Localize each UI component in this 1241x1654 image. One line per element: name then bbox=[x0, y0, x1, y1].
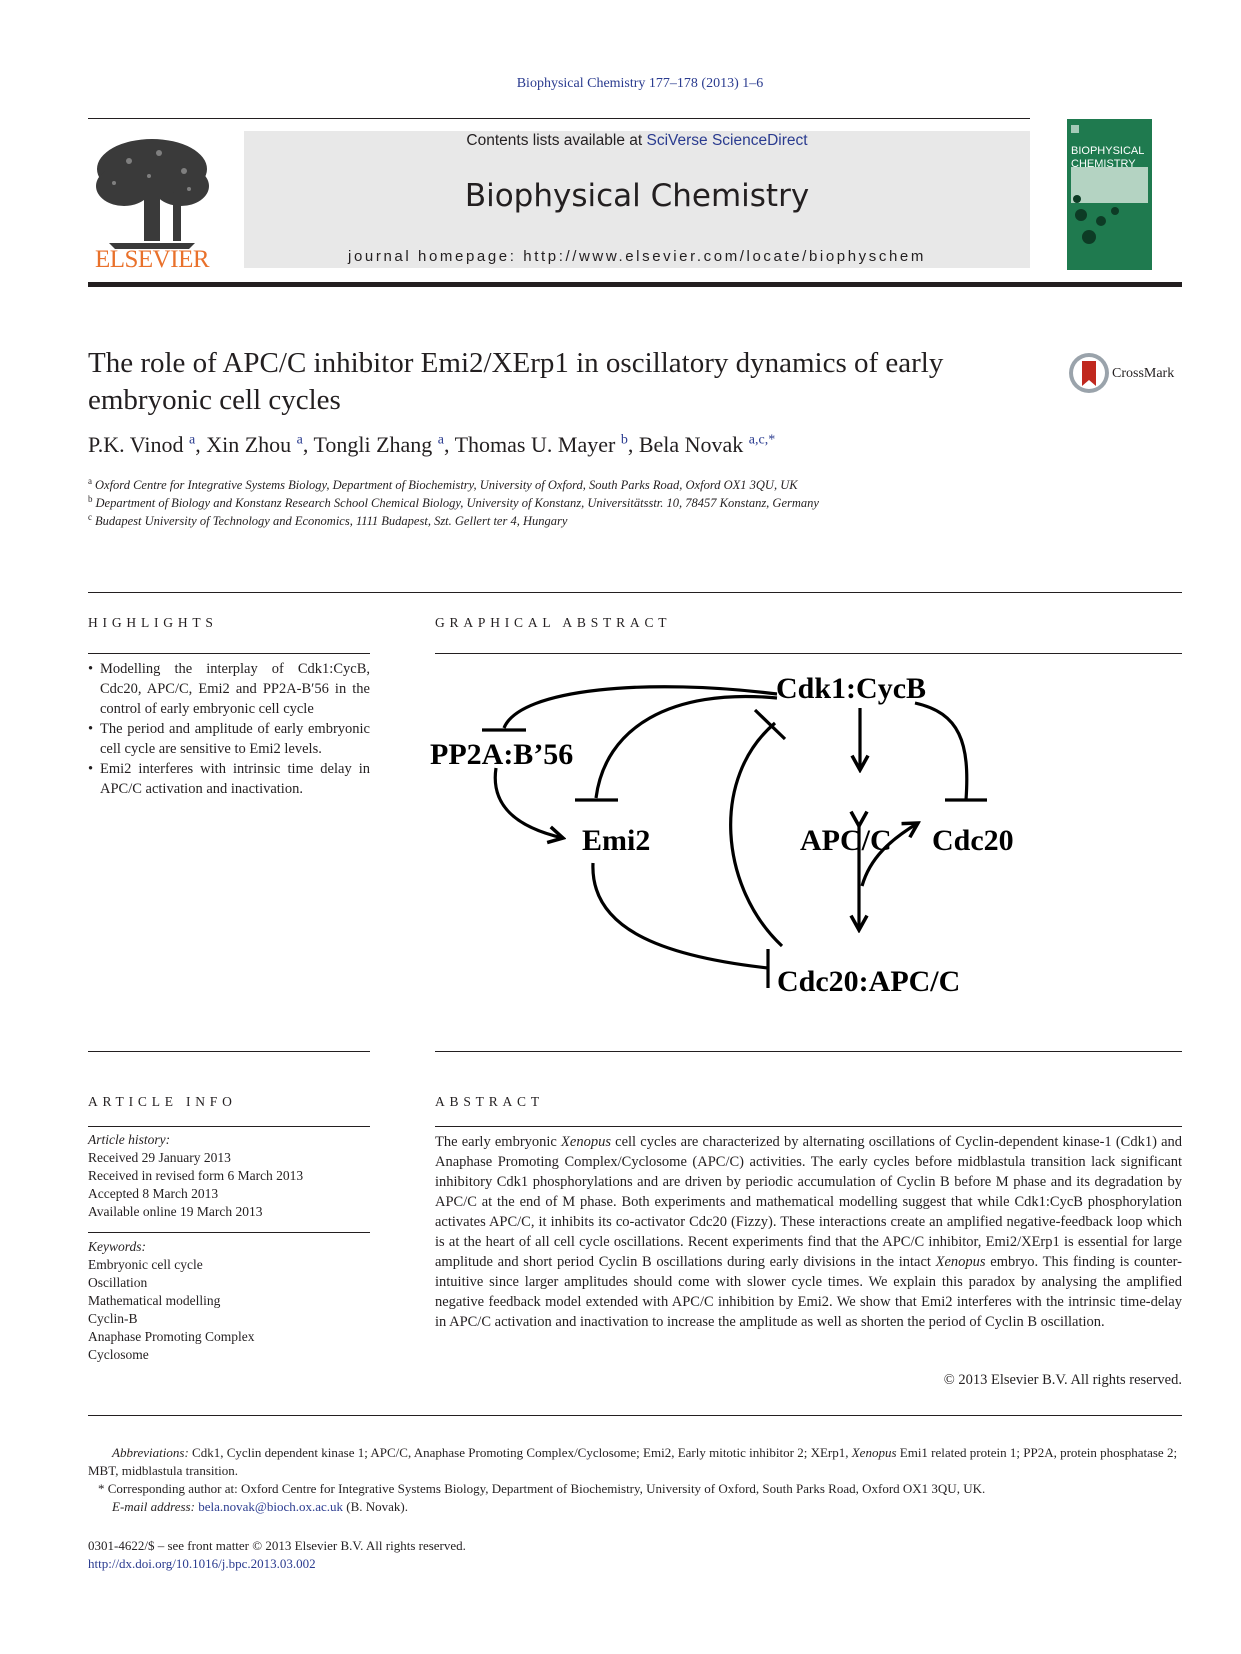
issn-line: 0301-4622/$ – see front matter © 2013 Elsevier B.V. All rights reserved. bbox=[88, 1538, 466, 1553]
cover-title-line2: CHEMISTRY bbox=[1071, 158, 1136, 170]
contents-line bbox=[244, 132, 1030, 150]
header-top-rule bbox=[88, 118, 1030, 119]
highlight-item: • The period and amplitude of early embryonic cell cycle are sensitive to Emi2 levels. bbox=[88, 719, 370, 759]
email-link[interactable]: bela.novak@bioch.ox.ac.uk bbox=[198, 1499, 344, 1514]
journal-reference[interactable]: Biophysical Chemistry 177–178 (2013) 1–6 bbox=[516, 76, 764, 91]
node-cdk1-cycb: Cdk1:CycB bbox=[776, 672, 927, 705]
edge-cdc20apc-inhibits-cdk1 bbox=[731, 723, 782, 946]
keyword-item: Oscillation bbox=[88, 1275, 148, 1290]
abbreviations-footnote bbox=[88, 1444, 1182, 1480]
contents-prefix: Contents lists available at bbox=[466, 132, 647, 149]
author-affiliation-mark[interactable]: a bbox=[437, 432, 445, 448]
edge-cdc20apc-inhibits-cdk1-bar bbox=[755, 710, 785, 739]
keywords bbox=[88, 1238, 370, 1364]
journal-homepage[interactable]: journal homepage: http://www.elsevier.com/locate/biophyschem bbox=[348, 248, 926, 265]
keyword-item: Embryonic cell cycle bbox=[88, 1257, 203, 1272]
author-name[interactable]: , Bela Novak bbox=[627, 432, 749, 457]
journal-name: Biophysical Chemistry bbox=[464, 178, 810, 214]
node-pp2a-b56: PP2A:B’56 bbox=[430, 738, 574, 771]
elsevier-wordmark: ELSEVIER bbox=[94, 246, 210, 273]
node-cdc20: Cdc20 bbox=[932, 824, 1014, 857]
abstract-part: cell cycles are characterized by alternating oscillations of Cyclin-dependent kinase-1 (Cdk1) and Anaphase Promoting Complex/Cyclosome (APC/C) activities. The early cycles before midblastula transition lack significant inhibitory Cdk1 phosphorylations and are driven by periodic accumulation of Cyclin B before M phase and its degradation by APC/C at the end of M phase. Both experiments and mathematical modelling suggest that while Cdk1:CycB phosphorylation activates APC/C, it inhibits its co-activator Cdc20 (Fizzy). These interactions create an amplified negative-feedback loop which is at the heart of all cell cycle oscillations. Recent experiments find that the APC/C inhibitor, Emi2/XErp1 is essential for large amplitude and short period Cyclin B oscillations during early divisions in the intact bbox=[435, 1134, 1183, 1270]
keyword-item: Mathematical modelling bbox=[88, 1293, 221, 1308]
abstract-text bbox=[435, 1132, 1182, 1332]
highlight-item: • Modelling the interplay of Cdk1:CycB, Cdc20, APC/C, Emi2 and PP2A-B′56 in the control of early embryonic cell cycle bbox=[88, 659, 370, 719]
history-accepted: Accepted 8 March 2013 bbox=[88, 1186, 219, 1201]
journal-cover-thumbnail[interactable] bbox=[1067, 119, 1152, 270]
graphical-abstract-rule bbox=[435, 653, 1182, 654]
author-affiliation-mark[interactable]: b bbox=[620, 432, 628, 448]
keywords-label: Keywords: bbox=[88, 1239, 146, 1254]
author-name[interactable]: P.K. Vinod bbox=[88, 432, 189, 457]
keyword-item: Cyclin-B bbox=[88, 1311, 138, 1326]
doi-link[interactable]: http://dx.doi.org/10.1016/j.bpc.2013.03.002 bbox=[88, 1556, 316, 1571]
email-footnote bbox=[88, 1498, 1182, 1516]
history-online: Available online 19 March 2013 bbox=[88, 1204, 263, 1219]
abstract-heading: ABSTRACT bbox=[435, 1094, 544, 1109]
history-revised: Received in revised form 6 March 2013 bbox=[88, 1168, 304, 1183]
affiliation-key: a bbox=[88, 476, 92, 486]
crossmark-label[interactable]: CrossMark bbox=[1112, 366, 1175, 381]
corresponding-author-footnote bbox=[88, 1480, 1182, 1498]
abstract-species: Xenopus bbox=[935, 1254, 986, 1270]
footnotes-rule bbox=[88, 1415, 1182, 1416]
highlight-item: • Emi2 interferes with intrinsic time delay in APC/C activation and inactivation. bbox=[88, 759, 370, 799]
edge-pp2a-activates-emi2 bbox=[495, 768, 563, 838]
graphical-abstract-heading: GRAPHICAL ABSTRACT bbox=[435, 615, 672, 630]
affiliation-key: b bbox=[88, 494, 93, 504]
corresponding-author-star: * bbox=[98, 1481, 105, 1496]
section-top-rule bbox=[88, 592, 1182, 593]
keywords-rule bbox=[88, 1232, 370, 1233]
author-name[interactable]: , Tongli Zhang bbox=[302, 432, 438, 457]
node-apcc: APC/C bbox=[800, 824, 892, 857]
graphical-abstract-diagram bbox=[430, 658, 1050, 1013]
edge-cdk1-inhibits-emi2 bbox=[596, 696, 777, 798]
highlights-heading: HIGHLIGHTS bbox=[88, 615, 218, 630]
cover-art bbox=[1067, 119, 1152, 270]
affiliation-text: Oxford Centre for Integrative Systems Biology, Department of Biochemistry, University of Oxford, South Parks Road, Oxford OX1 3QU, UK bbox=[95, 478, 798, 493]
crossmark-icon[interactable] bbox=[1068, 352, 1110, 394]
sciencedirect-link[interactable]: SciVerse ScienceDirect bbox=[646, 132, 808, 149]
edge-cdk1-inhibits-pp2a bbox=[504, 687, 777, 728]
keyword-item: Anaphase Promoting Complex bbox=[88, 1329, 255, 1344]
edge-cdk1-inhibits-cdc20 bbox=[915, 703, 967, 800]
article-history-label: Article history: bbox=[88, 1132, 171, 1147]
abbreviations-text: Cdk1, Cyclin dependent kinase 1; APC/C, Anaphase Promoting Complex/Cyclosome; Emi2, Early mitotic inhibitor 2; XErp1, bbox=[188, 1445, 852, 1460]
history-received: Received 29 January 2013 bbox=[88, 1150, 231, 1165]
keyword-item: Cyclosome bbox=[88, 1347, 149, 1362]
author-affiliation-mark[interactable]: a bbox=[296, 432, 303, 448]
title-line-2: embryonic cell cycles bbox=[88, 384, 341, 416]
abstract-rule bbox=[435, 1126, 1182, 1127]
node-cdc20-apcc: Cdc20:APC/C bbox=[777, 965, 961, 998]
abstract-species: Xenopus bbox=[561, 1134, 611, 1150]
abstract-part: embryo. This finding is counter-intuitive since larger amplitudes should come with slower cycle times. We explain this paradox by analysing the amplified negative feedback model extended with APC/C inhibition by Emi2. We show that Emi2 interferes with the intrinsic time-delay in APC/C activation and inactivation to increase the amplitude as well as shorten the period of Cyclin B oscillation. bbox=[435, 1254, 1182, 1330]
article-history bbox=[88, 1131, 370, 1221]
cover-title bbox=[1071, 145, 1144, 171]
affiliation-text: Budapest University of Technology and Economics, 1111 Budapest, Szt. Gellert ter 4, Hungary bbox=[95, 514, 568, 529]
cover-title-line1: BIOPHYSICAL bbox=[1071, 145, 1145, 157]
article-info-heading: ARTICLE INFO bbox=[88, 1094, 237, 1109]
highlights-list bbox=[88, 659, 370, 799]
author-name[interactable]: , Thomas U. Mayer bbox=[444, 432, 621, 457]
edge-emi2-inhibits-cdc20apc bbox=[593, 863, 768, 968]
issn-block bbox=[88, 1537, 466, 1573]
abstract-copyright: © 2013 Elsevier B.V. All rights reserved. bbox=[943, 1372, 1182, 1388]
highlights-rule bbox=[88, 653, 370, 654]
affiliation-text: Department of Biology and Konstanz Research School Chemical Biology, University of Konstanz, Universitätsstr. 10, 78457 Konstanz, Germany bbox=[95, 496, 819, 511]
email-label: E-mail address: bbox=[112, 1499, 195, 1514]
author-name[interactable]: , Xin Zhou bbox=[195, 432, 297, 457]
abstract-part: The early embryonic bbox=[435, 1134, 562, 1150]
abbreviations-label: Abbreviations: bbox=[112, 1445, 189, 1460]
affiliation-b bbox=[88, 494, 819, 511]
title-line-1: The role of APC/C inhibitor Emi2/XErp1 in oscillatory dynamics of early bbox=[88, 347, 944, 379]
affiliation-c bbox=[88, 512, 567, 529]
author-list bbox=[88, 432, 775, 458]
article-title bbox=[88, 345, 1038, 419]
abbreviations-species: Xenopus bbox=[851, 1445, 897, 1460]
footnotes bbox=[88, 1444, 1182, 1516]
affiliation-key: c bbox=[88, 512, 92, 522]
article-info-rule bbox=[88, 1126, 370, 1127]
author-affiliation-mark[interactable]: a,c,* bbox=[748, 432, 776, 448]
article-info-top-rule bbox=[88, 1051, 370, 1052]
abbreviations-text: Emi1 related protein 1; PP2A, protein phosphatase 2; MBT, midblastula transition. bbox=[88, 1445, 1178, 1478]
header-bottom-rule bbox=[88, 282, 1182, 287]
email-suffix: (B. Novak). bbox=[343, 1499, 409, 1514]
affiliation-a bbox=[88, 476, 798, 493]
node-emi2: Emi2 bbox=[582, 824, 651, 857]
corresponding-author-text: Corresponding author at: Oxford Centre for Integrative Systems Biology, Department of Biochemistry, University of Oxford, South Parks Road, Oxford OX1 3QU, UK. bbox=[104, 1481, 986, 1496]
abstract-top-rule bbox=[435, 1051, 1182, 1052]
author-affiliation-mark[interactable]: a bbox=[188, 432, 196, 448]
